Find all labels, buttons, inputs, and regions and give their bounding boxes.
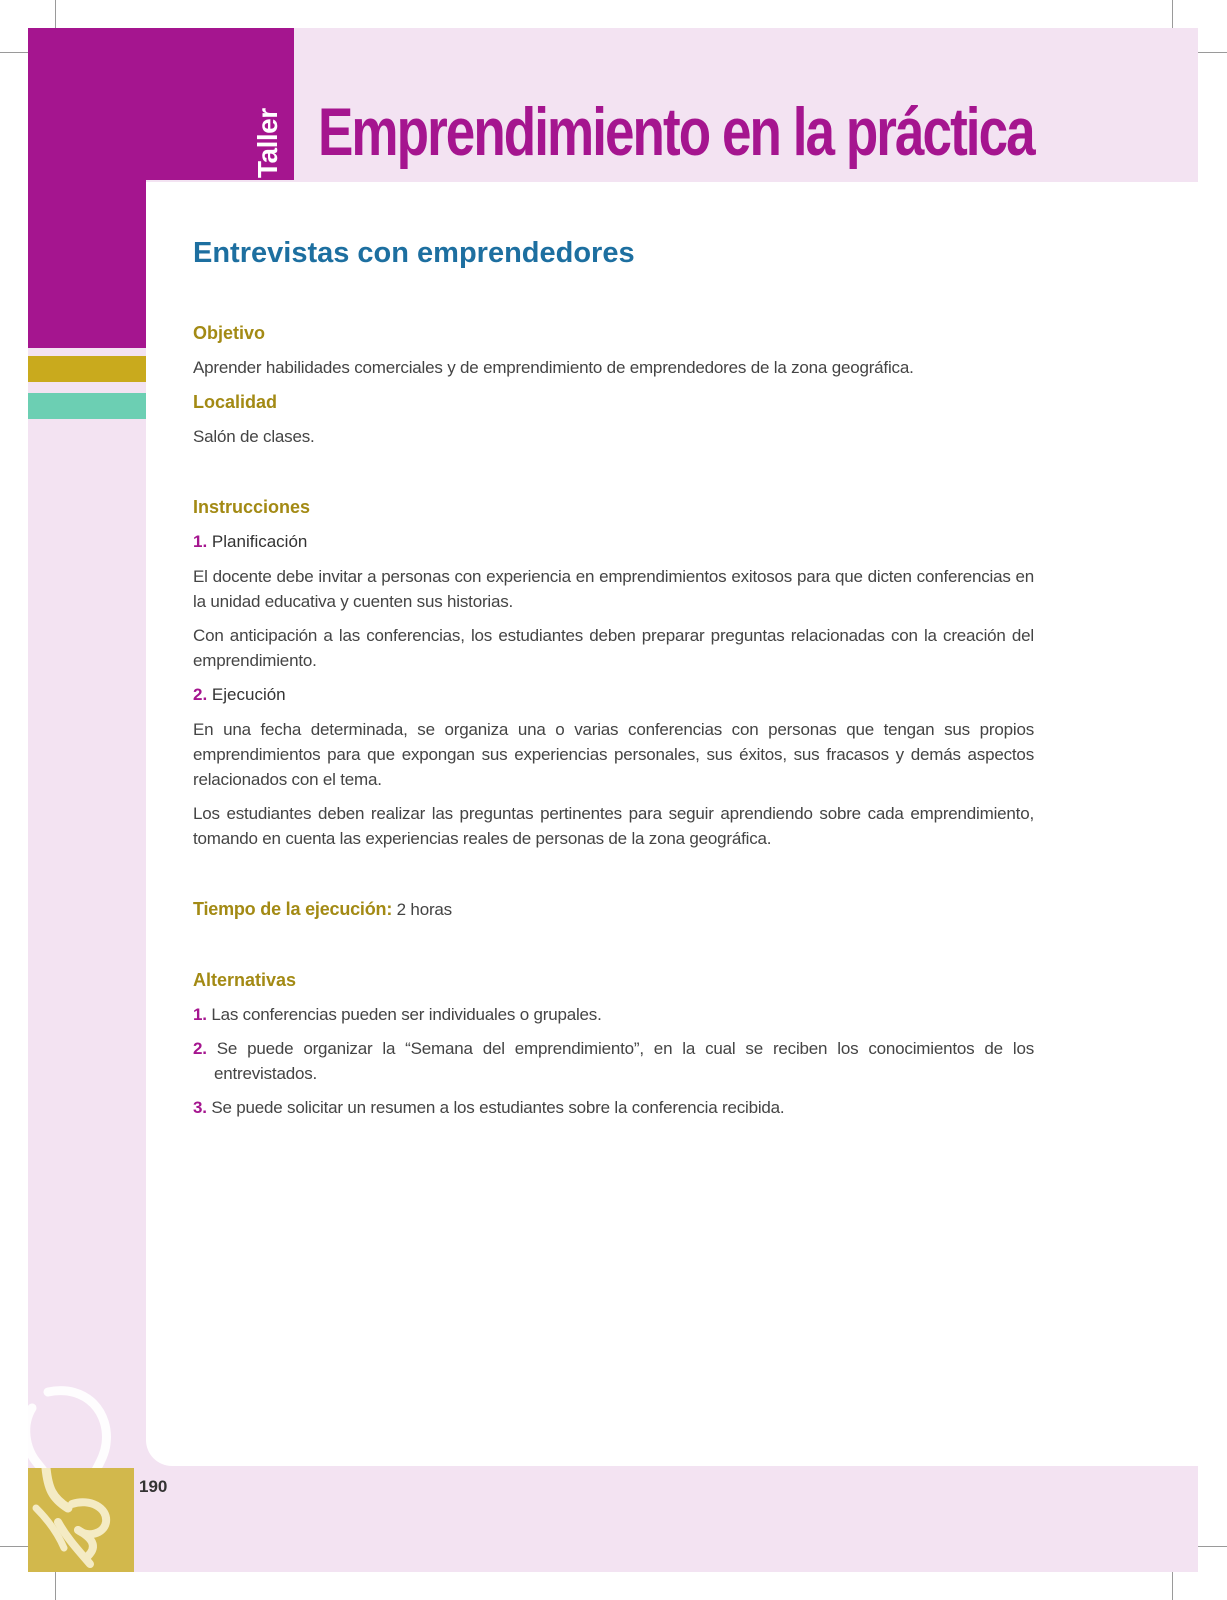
duration-value: 2 horas (396, 900, 452, 919)
alternatives-list (193, 1002, 1034, 1120)
side-color-strip (28, 180, 146, 348)
section-tag: Taller (252, 108, 283, 178)
crop-mark (1172, 1572, 1173, 1600)
spacer (193, 860, 1034, 896)
duration-line (193, 896, 1034, 922)
crop-mark (1198, 52, 1227, 53)
list-item (193, 1036, 1034, 1086)
step-title (193, 529, 1034, 555)
location-text: Salón de clases. (193, 427, 315, 446)
crop-mark (1198, 1546, 1227, 1547)
activity-content (193, 230, 1034, 1129)
list-item-number: 2. (193, 1039, 207, 1058)
objective-heading: Objetivo (193, 323, 266, 343)
list-item-text: Las conferencias pueden ser individuales o grupales. (211, 1005, 602, 1024)
page-title: Emprendimiento en la práctica (318, 94, 1034, 170)
list-item-number: 3. (193, 1098, 207, 1117)
lightbulb-icon (28, 1468, 134, 1572)
location-heading: Localidad (193, 392, 278, 412)
objective-text: Aprender habilidades comerciales y de emprendimiento de emprendedores de la zona geográfica. (193, 358, 914, 377)
step-number: 1. (193, 532, 208, 551)
step-label: Planificación (211, 532, 308, 551)
crop-mark (55, 0, 56, 28)
step-paragraph: En una fecha determinada, se organiza una o varias conferencias con personas que tengan sus propios emprendimientos para que expongan sus experiencias personales, sus éxitos, sus fracasos y demás aspectos relacionados con el tema. (193, 720, 1034, 789)
mint-accent-band (28, 393, 146, 419)
step-label: Ejecución (211, 685, 286, 704)
alternatives-heading: Alternativas (193, 970, 297, 990)
duration-label: Tiempo de la ejecución: (193, 899, 393, 919)
step-paragraph: Los estudiantes deben realizar las preguntas pertinentes para seguir aprendiendo sobre cada emprendimiento, tomando en cuenta las experiencias reales de personas de la zona geográfica. (193, 804, 1034, 848)
step-paragraph: Con anticipación a las conferencias, los estudiantes deben preparar preguntas relacionadas con la creación del emprendimiento. (193, 626, 1034, 670)
list-item-number: 1. (193, 1005, 207, 1024)
gold-accent-band (28, 356, 146, 382)
spacer (193, 931, 1034, 967)
crop-mark (1172, 0, 1173, 28)
crop-mark (0, 52, 28, 53)
page-number: 190 (139, 1477, 168, 1496)
instructions-heading: Instrucciones (193, 497, 311, 517)
spacer (193, 458, 1034, 494)
step-number: 2. (193, 685, 208, 704)
list-item (193, 1095, 1034, 1120)
list-item (193, 1002, 1034, 1027)
list-item-text: Se puede solicitar un resumen a los estudiantes sobre la conferencia recibida. (211, 1098, 785, 1117)
list-item-text: Se puede organizar la “Semana del emprendimiento”, en la cual se reciben los conocimientos de los entrevistados. (214, 1039, 1034, 1083)
step-paragraph: El docente debe invitar a personas con experiencia en emprendimientos exitosos para que dicten conferencias en la unidad educativa y cuenten sus historias. (193, 567, 1034, 611)
footer-tab (28, 1468, 134, 1572)
step-title (193, 682, 1034, 708)
crop-mark (55, 1572, 56, 1600)
activity-title: Entrevistas con emprendedores (193, 237, 635, 269)
